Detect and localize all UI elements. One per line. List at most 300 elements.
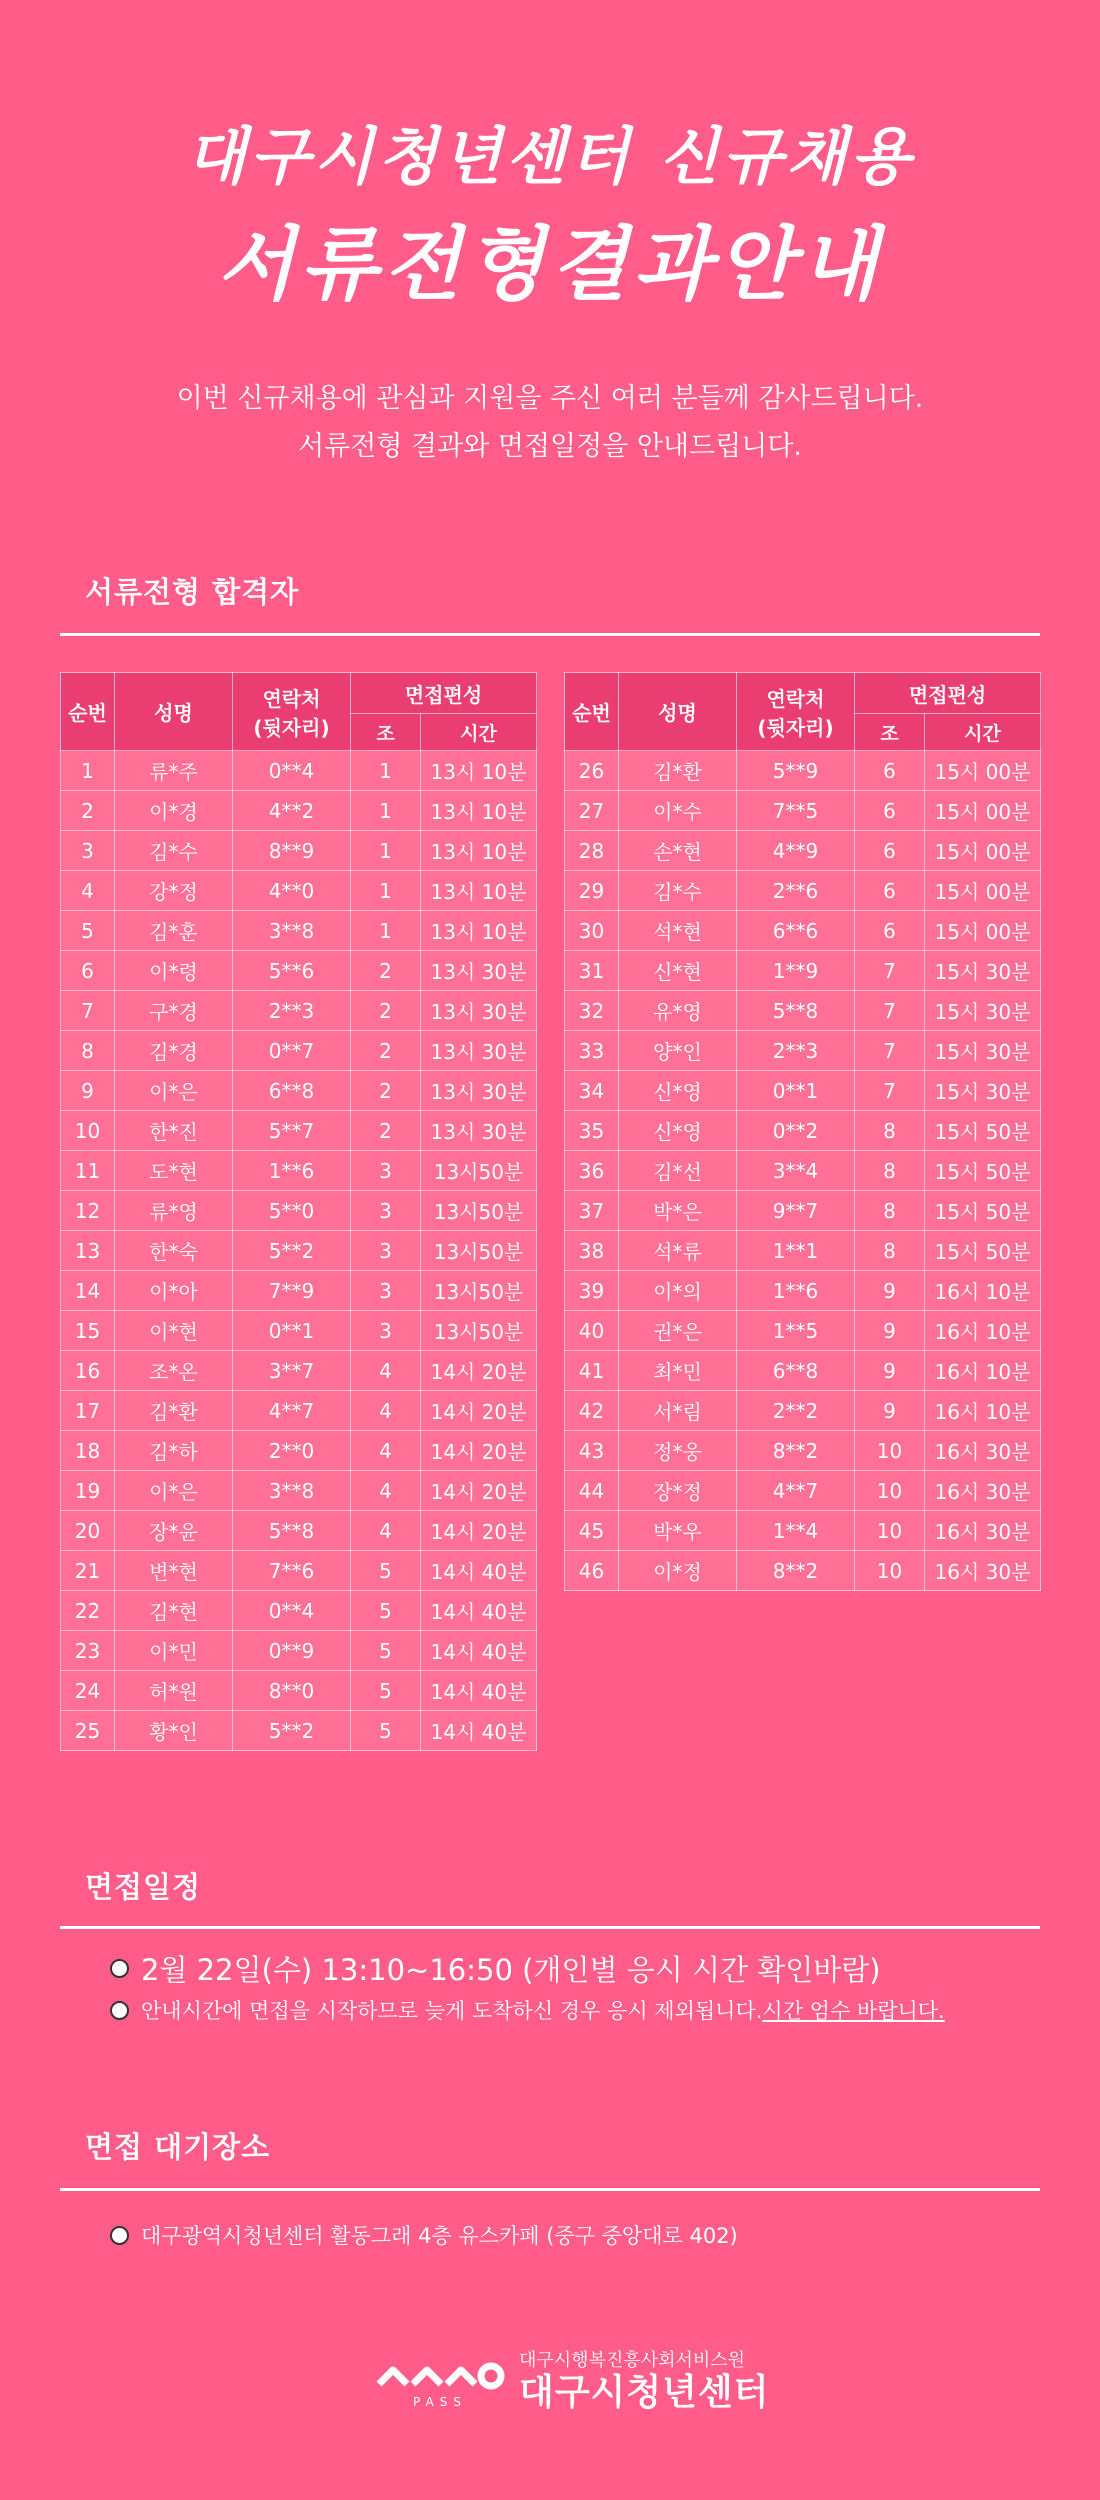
table-row [61,1311,537,1351]
cell-contact: 5**9 [737,751,855,791]
cell-time: 13시50분 [421,1231,537,1271]
table-row [565,1031,1041,1071]
table-row [565,871,1041,911]
table-row [61,991,537,1031]
table-row [565,1391,1041,1431]
footer-center-name: 대구시청년센터 [519,2372,770,2413]
cell-team: 6 [855,791,925,831]
cell-team: 4 [351,1511,421,1551]
cell-team: 2 [351,951,421,991]
cell-team: 9 [855,1271,925,1311]
cell-contact: 5**8 [737,991,855,1031]
header-no: 순번 [61,673,115,751]
cell-team: 7 [855,1071,925,1111]
table-row [565,1071,1041,1111]
cell-contact: 6**8 [233,1071,351,1111]
cell-contact: 4**7 [737,1471,855,1511]
cell-time: 13시50분 [421,1151,537,1191]
cell-time: 16시 30분 [925,1431,1041,1471]
cell-no: 25 [61,1711,115,1751]
cell-name: 김*훈 [115,911,233,951]
cell-time: 14시 40분 [421,1591,537,1631]
cell-no: 23 [61,1631,115,1671]
cell-team: 7 [855,1031,925,1071]
table-row [565,1151,1041,1191]
table-row [565,1431,1041,1471]
cell-name: 정*웅 [619,1431,737,1471]
cell-contact: 8**2 [737,1551,855,1591]
cell-contact: 3**7 [233,1351,351,1391]
cell-no: 43 [565,1431,619,1471]
cell-contact: 8**9 [233,831,351,871]
table-row [61,951,537,991]
header-contact-label: 연락처 [262,686,321,711]
cell-no: 36 [565,1151,619,1191]
cell-name: 허*원 [115,1671,233,1711]
cell-no: 2 [61,791,115,831]
cell-name: 이*수 [619,791,737,831]
cell-no: 4 [61,871,115,911]
cell-time: 15시 50분 [925,1191,1041,1231]
cell-no: 42 [565,1391,619,1431]
header-contact-sub: (뒷자리) [253,715,330,740]
cell-contact: 4**7 [233,1391,351,1431]
cell-no: 24 [61,1671,115,1711]
cell-team: 2 [351,1111,421,1151]
cell-name: 손*현 [619,831,737,871]
cell-time: 15시 30분 [925,951,1041,991]
cell-time: 15시 50분 [925,1111,1041,1151]
cell-team: 5 [351,1591,421,1631]
cell-name: 유*영 [619,991,737,1031]
cell-time: 13시 10분 [421,911,537,951]
cell-name: 장*정 [619,1471,737,1511]
schedule-notice-text: 안내시간에 면접을 시작하므로 늦게 도착하신 경우 응시 제외됩니다. [141,1999,763,2023]
header-name: 성명 [619,673,737,751]
header-contact [233,673,351,751]
table-row [61,791,537,831]
cell-time: 14시 20분 [421,1511,537,1551]
cell-contact: 0**4 [233,1591,351,1631]
cell-time: 13시 10분 [421,871,537,911]
bullet-circle-icon [110,1959,129,1978]
cell-time: 14시 20분 [421,1431,537,1471]
footer-org-name: 대구시행복진흥사회서비스원 [519,2350,746,2371]
table-row [61,831,537,871]
cell-contact: 0**1 [737,1071,855,1111]
cell-name: 이*은 [115,1071,233,1111]
cell-team: 3 [351,1191,421,1231]
table-row [565,751,1041,791]
cell-no: 6 [61,951,115,991]
table-row [61,1711,537,1751]
cell-no: 17 [61,1391,115,1431]
cell-contact: 8**2 [737,1431,855,1471]
cell-contact: 2**0 [233,1431,351,1471]
cell-team: 1 [351,831,421,871]
cell-contact: 4**9 [737,831,855,871]
table-row [565,991,1041,1031]
cell-no: 22 [61,1591,115,1631]
table-row [565,1311,1041,1351]
table-row [61,751,537,791]
cell-no: 26 [565,751,619,791]
cell-name: 변*현 [115,1551,233,1591]
cell-team: 10 [855,1551,925,1591]
table-row [61,1551,537,1591]
intro-line2: 서류전형 결과와 면접일정을 안내드립니다. [298,431,802,462]
cell-contact: 9**7 [737,1191,855,1231]
cell-time: 15시 00분 [925,791,1041,831]
passers-table-right [564,672,1041,1591]
cell-time: 16시 30분 [925,1511,1041,1551]
pass-logo-icon [375,2354,505,2410]
cell-name: 신*영 [619,1071,737,1111]
cell-no: 20 [61,1511,115,1551]
cell-contact: 6**6 [737,911,855,951]
location-section-title: 면접 대기장소 [85,2130,271,2164]
cell-no: 1 [61,751,115,791]
cell-name: 이*현 [115,1311,233,1351]
cell-name: 황*인 [115,1711,233,1751]
cell-team: 5 [351,1551,421,1591]
cell-team: 4 [351,1351,421,1391]
cell-no: 32 [565,991,619,1031]
footer [375,2350,769,2414]
table-row [565,1511,1041,1551]
cell-team: 1 [351,911,421,951]
intro-line1: 이번 신규채용에 관심과 지원을 주신 여러 분들께 감사드립니다. [176,383,924,414]
cell-contact: 0**9 [233,1631,351,1671]
section-divider [60,1926,1040,1929]
table-row [565,911,1041,951]
cell-time: 14시 20분 [421,1471,537,1511]
cell-contact: 6**8 [737,1351,855,1391]
cell-contact: 0**1 [233,1311,351,1351]
cell-contact: 8**0 [233,1671,351,1711]
cell-time: 16시 10분 [925,1311,1041,1351]
cell-contact: 1**1 [737,1231,855,1271]
intro-text [0,375,1100,471]
cell-contact: 2**2 [737,1391,855,1431]
header-contact [737,673,855,751]
cell-team: 3 [351,1151,421,1191]
cell-time: 15시 00분 [925,751,1041,791]
cell-time: 14시 40분 [421,1551,537,1591]
schedule-date-text: 2월 22일(수) 13:10~16:50 (개인별 응시 시간 확인바람) [141,1953,881,1987]
cell-name: 이*은 [115,1471,233,1511]
cell-time: 16시 30분 [925,1471,1041,1511]
cell-no: 41 [565,1351,619,1391]
cell-name: 한*숙 [115,1231,233,1271]
cell-team: 6 [855,751,925,791]
cell-name: 김*선 [619,1151,737,1191]
cell-contact: 4**0 [233,871,351,911]
cell-no: 44 [565,1471,619,1511]
cell-time: 13시 30분 [421,1031,537,1071]
cell-name: 구*경 [115,991,233,1031]
passers-section-title: 서류전형 합격자 [85,575,300,609]
table-row [61,1191,537,1231]
cell-no: 30 [565,911,619,951]
cell-contact: 7**6 [233,1551,351,1591]
cell-name: 석*현 [619,911,737,951]
cell-no: 31 [565,951,619,991]
cell-time: 16시 10분 [925,1351,1041,1391]
cell-time: 14시 20분 [421,1391,537,1431]
cell-name: 김*경 [115,1031,233,1071]
schedule-notice-emphasis: 시간 엄수 바랍니다. [762,1999,945,2023]
cell-team: 6 [855,831,925,871]
cell-time: 13시 10분 [421,791,537,831]
section-divider [60,633,1040,636]
table-row [61,1591,537,1631]
cell-no: 12 [61,1191,115,1231]
cell-name: 강*정 [115,871,233,911]
table-row [565,831,1041,871]
cell-team: 5 [351,1631,421,1671]
cell-time: 13시 30분 [421,1071,537,1111]
cell-team: 4 [351,1391,421,1431]
cell-name: 이*의 [619,1271,737,1311]
cell-name: 이*령 [115,951,233,991]
cell-no: 8 [61,1031,115,1071]
table-row [61,1511,537,1551]
cell-no: 13 [61,1231,115,1271]
cell-name: 류*주 [115,751,233,791]
schedule-notice-item [110,1995,945,2025]
footer-text [519,2350,769,2414]
cell-contact: 5**2 [233,1231,351,1271]
table-row [61,1671,537,1711]
location-address: 대구광역시청년센터 활동그래 4층 유스카페 (중구 중앙대로 402) [141,2224,738,2248]
cell-team: 8 [855,1231,925,1271]
cell-no: 27 [565,791,619,831]
cell-team: 10 [855,1471,925,1511]
table-row [61,1631,537,1671]
passers-table-right-body [565,751,1041,1591]
cell-name: 서*림 [619,1391,737,1431]
table-row [61,1351,537,1391]
cell-time: 13시 10분 [421,751,537,791]
cell-contact: 3**4 [737,1151,855,1191]
cell-name: 박*우 [619,1511,737,1551]
cell-time: 13시50분 [421,1271,537,1311]
logo-text: PASS [413,2395,467,2409]
header-no: 순번 [565,673,619,751]
cell-time: 15시 00분 [925,831,1041,871]
cell-time: 15시 50분 [925,1151,1041,1191]
cell-no: 28 [565,831,619,871]
header-team: 조 [855,714,925,751]
cell-no: 37 [565,1191,619,1231]
cell-time: 15시 30분 [925,1071,1041,1111]
cell-team: 1 [351,791,421,831]
page-title-line1: 대구시청년센터 신규채용 [185,120,915,193]
table-row [61,911,537,951]
table-row [565,1471,1041,1511]
schedule-section-title: 면접일정 [85,1870,202,1904]
cell-name: 김*수 [115,831,233,871]
table-row [61,1471,537,1511]
table-row [61,1111,537,1151]
cell-contact: 0**4 [233,751,351,791]
cell-no: 38 [565,1231,619,1271]
cell-team: 1 [351,871,421,911]
table-row [61,1071,537,1111]
cell-no: 19 [61,1471,115,1511]
cell-team: 10 [855,1511,925,1551]
cell-name: 최*민 [619,1351,737,1391]
cell-no: 46 [565,1551,619,1591]
cell-no: 35 [565,1111,619,1151]
bullet-circle-icon [110,2226,129,2245]
cell-time: 14시 20분 [421,1351,537,1391]
location-item [110,2220,738,2250]
cell-team: 4 [351,1471,421,1511]
cell-time: 15시 00분 [925,911,1041,951]
cell-name: 류*영 [115,1191,233,1231]
cell-time: 16시 10분 [925,1271,1041,1311]
cell-name: 김*현 [115,1591,233,1631]
table-row [61,1271,537,1311]
cell-team: 8 [855,1111,925,1151]
header-contact-sub: (뒷자리) [757,715,834,740]
cell-team: 2 [351,1031,421,1071]
cell-no: 33 [565,1031,619,1071]
cell-name: 신*현 [619,951,737,991]
header-name: 성명 [115,673,233,751]
cell-contact: 7**9 [233,1271,351,1311]
cell-no: 15 [61,1311,115,1351]
cell-time: 13시50분 [421,1191,537,1231]
cell-name: 도*현 [115,1151,233,1191]
cell-name: 석*류 [619,1231,737,1271]
cell-team: 10 [855,1431,925,1471]
cell-time: 16시 30분 [925,1551,1041,1591]
cell-contact: 5**8 [233,1511,351,1551]
cell-team: 8 [855,1191,925,1231]
cell-no: 34 [565,1071,619,1111]
cell-time: 13시 30분 [421,991,537,1031]
header-group: 면접편성 [351,673,537,714]
header-time: 시간 [925,714,1041,751]
cell-name: 이*민 [115,1631,233,1671]
cell-team: 3 [351,1311,421,1351]
cell-time: 14시 40분 [421,1711,537,1751]
cell-name: 권*은 [619,1311,737,1351]
cell-team: 5 [351,1711,421,1751]
cell-team: 9 [855,1311,925,1351]
cell-contact: 3**8 [233,1471,351,1511]
cell-time: 15시 30분 [925,991,1041,1031]
table-row [61,1431,537,1471]
cell-team: 3 [351,1271,421,1311]
cell-no: 9 [61,1071,115,1111]
cell-no: 21 [61,1551,115,1591]
cell-time: 15시 50분 [925,1231,1041,1271]
cell-contact: 2**6 [737,871,855,911]
cell-no: 39 [565,1271,619,1311]
cell-contact: 2**3 [737,1031,855,1071]
cell-team: 9 [855,1391,925,1431]
cell-time: 13시50분 [421,1311,537,1351]
cell-team: 4 [351,1431,421,1471]
cell-no: 45 [565,1511,619,1551]
table-row [565,1231,1041,1271]
cell-contact: 4**2 [233,791,351,831]
cell-contact: 5**6 [233,951,351,991]
cell-team: 7 [855,991,925,1031]
cell-name: 김*하 [115,1431,233,1471]
passers-table-left [60,672,537,1751]
table-row [61,871,537,911]
cell-time: 13시 30분 [421,951,537,991]
cell-no: 18 [61,1431,115,1471]
cell-contact: 2**3 [233,991,351,1031]
cell-team: 2 [351,1071,421,1111]
cell-contact: 1**6 [233,1151,351,1191]
cell-contact: 0**7 [233,1031,351,1071]
cell-team: 3 [351,1231,421,1271]
cell-name: 김*환 [115,1391,233,1431]
cell-no: 16 [61,1351,115,1391]
cell-contact: 5**0 [233,1191,351,1231]
cell-time: 15시 00분 [925,871,1041,911]
cell-contact: 0**2 [737,1111,855,1151]
cell-name: 이*경 [115,791,233,831]
cell-name: 양*인 [619,1031,737,1071]
cell-contact: 1**5 [737,1311,855,1351]
cell-team: 7 [855,951,925,991]
table-row [565,1551,1041,1591]
cell-no: 5 [61,911,115,951]
cell-name: 신*영 [619,1111,737,1151]
cell-no: 14 [61,1271,115,1311]
table-row [565,951,1041,991]
cell-no: 29 [565,871,619,911]
cell-no: 10 [61,1111,115,1151]
cell-contact: 7**5 [737,791,855,831]
cell-contact: 1**9 [737,951,855,991]
header-contact-label: 연락처 [766,686,825,711]
cell-name: 이*아 [115,1271,233,1311]
cell-name: 조*온 [115,1351,233,1391]
page-title-line2: 서류전형결과안내 [216,218,884,311]
cell-no: 40 [565,1311,619,1351]
cell-contact: 1**6 [737,1271,855,1311]
table-row [61,1231,537,1271]
cell-team: 6 [855,871,925,911]
table-row [61,1151,537,1191]
cell-team: 5 [351,1671,421,1711]
cell-no: 11 [61,1151,115,1191]
cell-team: 8 [855,1151,925,1191]
table-row [565,791,1041,831]
cell-time: 14시 40분 [421,1631,537,1671]
cell-name: 김*수 [619,871,737,911]
table-row [565,1111,1041,1151]
cell-name: 김*환 [619,751,737,791]
cell-time: 15시 30분 [925,1031,1041,1071]
cell-contact: 3**8 [233,911,351,951]
table-row [565,1351,1041,1391]
header-group: 면접편성 [855,673,1041,714]
table-row [565,1191,1041,1231]
cell-name: 한*진 [115,1111,233,1151]
table-row [61,1391,537,1431]
cell-contact: 5**7 [233,1111,351,1151]
